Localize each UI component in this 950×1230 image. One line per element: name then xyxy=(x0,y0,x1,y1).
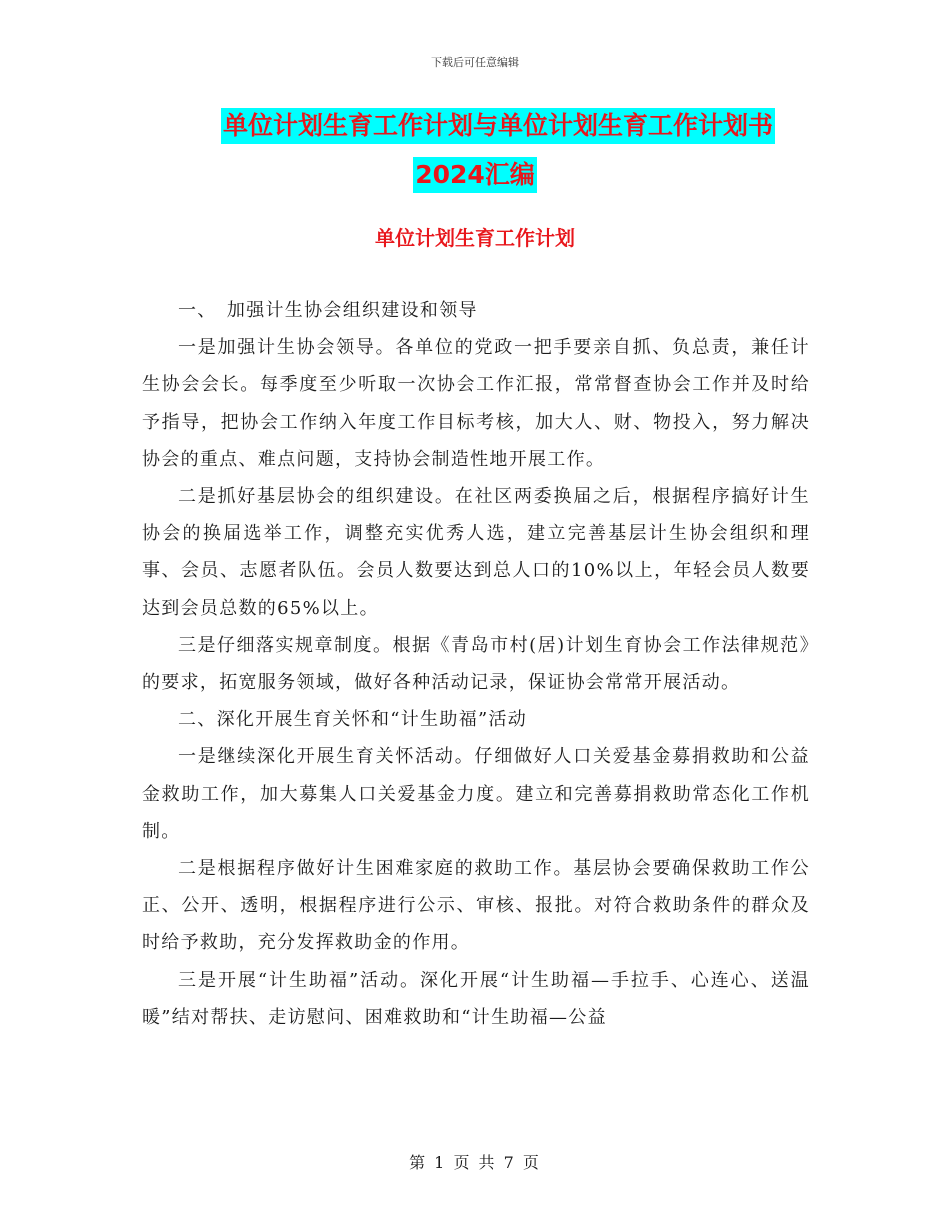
document-body xyxy=(142,292,810,1036)
header-note: 下载后可任意编辑 xyxy=(431,56,519,69)
document-title xyxy=(0,108,950,193)
title-line-1: 单位计划生育工作计划与单位计划生育工作计划书 xyxy=(221,108,775,144)
section-heading-1: 一、 加强计生协会组织建设和领导 xyxy=(178,300,478,321)
paragraph: 一是继续深化开展生育关怀活动。仔细做好人口关爱基金募捐救助和公益金救助工作，加大募集人口关爱基金力度。建立和完善募捐救助常态化工作机制。 xyxy=(142,746,810,842)
section-subtitle: 单位计划生育工作计划 xyxy=(375,226,575,250)
page-footer: 第 1 页 共 7 页 xyxy=(409,1153,541,1172)
section-heading-2: 二、深化开展生育关怀和“计生助福”活动 xyxy=(178,709,528,731)
paragraph: 二是抓好基层协会的组织建设。在社区两委换届之后，根据程序搞好计生协会的换届选举工作，调整充实优秀人选，建立完善基层计生协会组织和理事、会员、志愿者队伍。会员人数要达到总人口的10%以上，年轻会员人数要达到会员总数的65%以上。 xyxy=(142,486,810,619)
paragraph: 三是仔细落实规章制度。根据《青岛市村(居)计划生育协会工作法律规范》的要求，拓宽服务领域，做好各种活动记录，保证协会常常开展活动。 xyxy=(142,634,810,694)
paragraph: 一是加强计生协会领导。各单位的党政一把手要亲自抓、负总责，兼任计生协会会长。每季度至少听取一次协会工作汇报，常常督查协会工作并及时给予指导，把协会工作纳入年度工作目标考核，加大人、财、物投入，努力解决协会的重点、难点问题，支持协会制造性地开展工作。 xyxy=(142,337,810,470)
paragraph: 二是根据程序做好计生困难家庭的救助工作。基层协会要确保救助工作公正、公开、透明，根据程序进行公示、审核、报批。对符合救助条件的群众及时给予救助，充分发挥救助金的作用。 xyxy=(142,858,810,954)
paragraph: 三是开展“计生助福”活动。深化开展“计生助福—手拉手、心连心、送温暖”结对帮扶、走访慰问、困难救助和“计生助福—公益 xyxy=(142,969,810,1028)
title-line-2: 2024汇编 xyxy=(413,157,537,193)
